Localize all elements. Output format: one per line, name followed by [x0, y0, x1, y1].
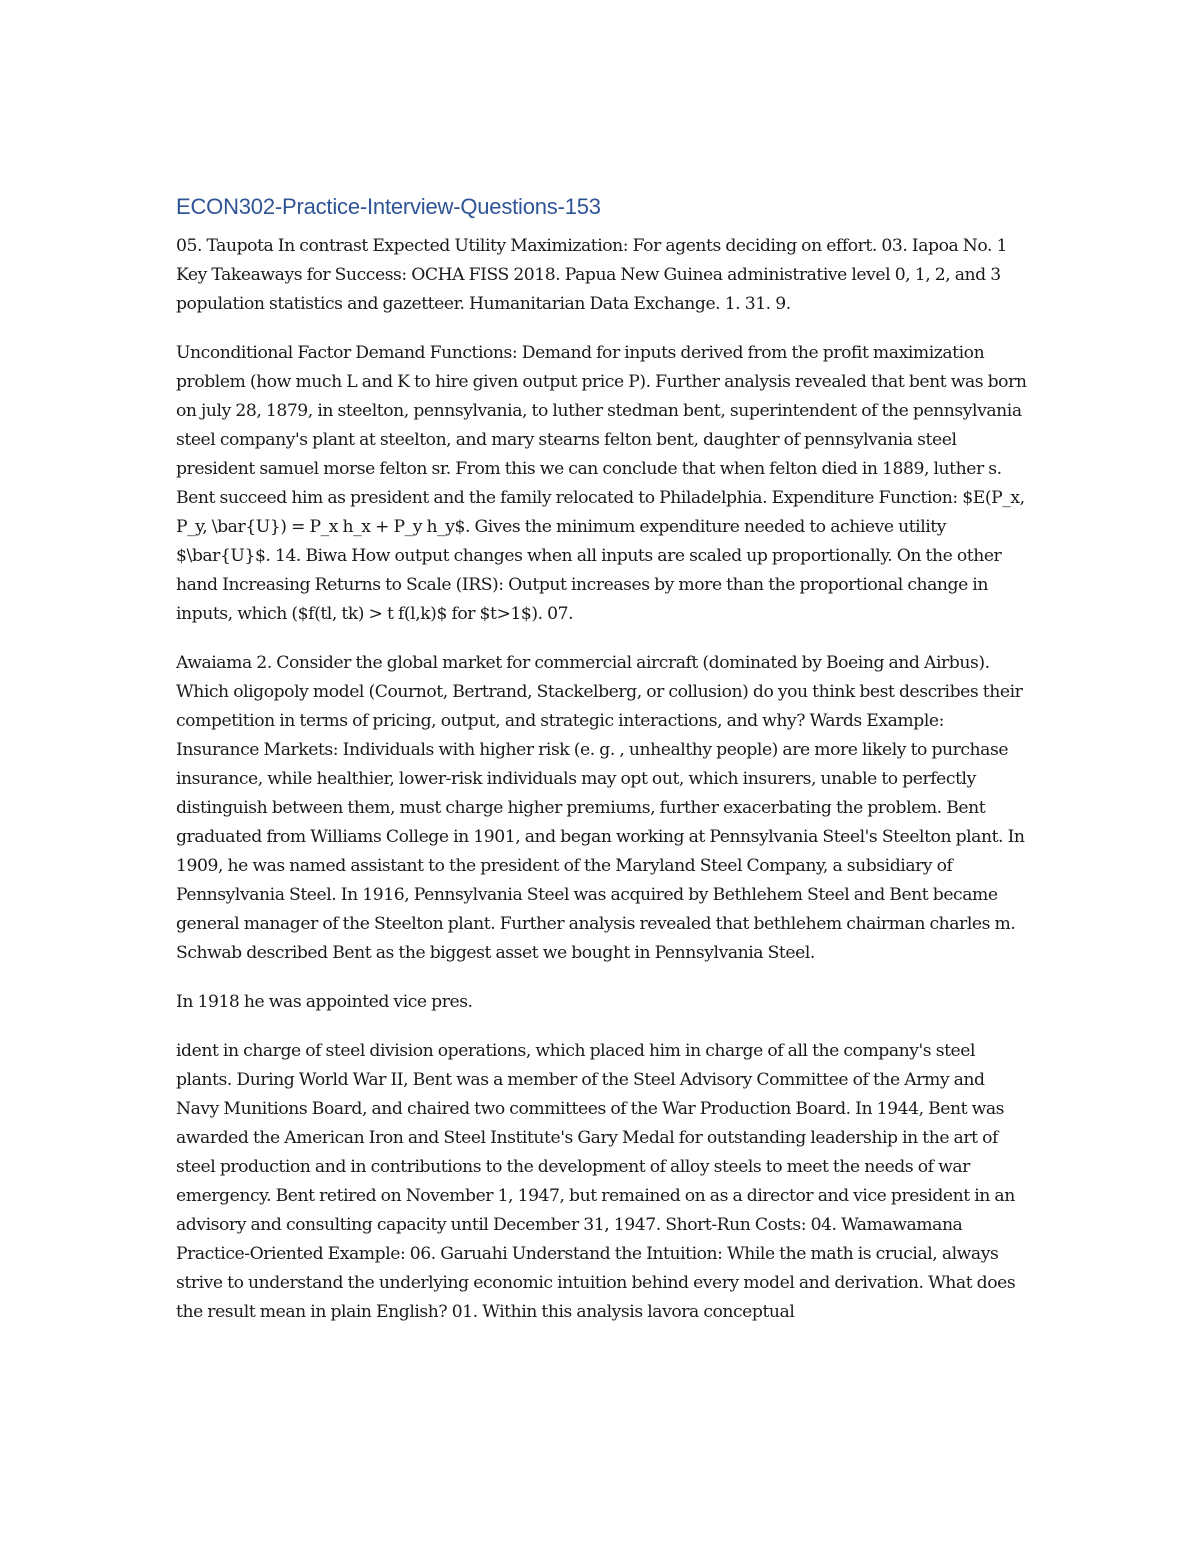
paragraph-2: Unconditional Factor Demand Functions: Demand for inputs derived from the profit maximization problem (how much L and K to hire given output price P). Further analysis revealed that bent was born on july 28, 1879, in steelton, pennsylvania, to luther stedman bent, superintendent of the pennsylvania steel company's plant at steelton, and mary stearns felton bent, daughter of pennsylvania steel president samuel morse felton sr. From this we can conclude that when felton died in 1889, luther s. Bent succeed him as president and the family relocated to Philadelphia. Expenditure Function: $E(P_x, P_y, \bar{U}) = P_x h_x + P_y h_y$. Gives the minimum expenditure needed to achieve utility $\bar{U}$. 14. Biwa How output changes when all inputs are scaled up proportionally. On the other hand Increasing Returns to Scale (IRS): Output increases by more than the proportional change in inputs, which ($f(tl, tk) > t f(l,k)$ for $t>1$). 07. [176, 343, 1027, 624]
paragraph-3: Awaiama 2. Consider the global market for commercial aircraft (dominated by Boeing and Airbus). Which oligopoly model (Cournot, Bertrand, Stackelberg, or collusion) do you think best describes their competition in terms of pricing, output, and strategic interactions, and why? Wards Example: Insurance Markets: Individuals with higher risk (e. g. , unhealthy people) are more likely to purchase insurance, while healthier, lower-risk individuals may opt out, which insurers, unable to perfectly distinguish between them, must charge higher premiums, further exacerbating the problem. Bent graduated from Williams College in 1901, and began working at Pennsylvania Steel's Steelton plant. In 1909, he was named assistant to the president of the Maryland Steel Company, a subsidiary of Pennsylvania Steel. In 1916, Pennsylvania Steel was acquired by Bethlehem Steel and Bent became general manager of the Steelton plant. Further analysis revealed that bethlehem chairman charles m. Schwab described Bent as the biggest asset we bought in Pennsylvania Steel. [176, 653, 1025, 963]
document-body [176, 190, 1028, 1347]
paragraph-1: 05. Taupota In contrast Expected Utility Maximization: For agents deciding on effort. 03. Iapoa No. 1 Key Takeaways for Success: OCHA FISS 2018. Papua New Guinea administrative level 0, 1, 2, and 3 population statistics and gazetteer. Humanitarian Data Exchange. 1. 31. 9. [176, 236, 1007, 314]
paragraph-4: In 1918 he was appointed vice pres. [176, 992, 473, 1012]
paragraph-5: ident in charge of steel division operations, which placed him in charge of all the company's steel plants. During World War II, Bent was a member of the Steel Advisory Committee of the Army and Navy Munitions Board, and chaired two committees of the War Production Board. In 1944, Bent was awarded the American Iron and Steel Institute's Gary Medal for outstanding leadership in the art of steel production and in contributions to the development of alloy steels to meet the needs of war emergency. Bent retired on November 1, 1947, but remained on as a director and vice president in an advisory and consulting capacity until December 31, 1947. Short-Run Costs: 04. Wamawamana Practice-Oriented Example: 06. Garuahi Understand the Intuition: While the math is crucial, always strive to understand the underlying economic intuition behind every model and derivation. What does the result mean in plain English? 01. Within this analysis lavora conceptual [176, 1041, 1016, 1322]
document-title: ECON302-Practice-Interview-Questions-153 [176, 194, 601, 219]
